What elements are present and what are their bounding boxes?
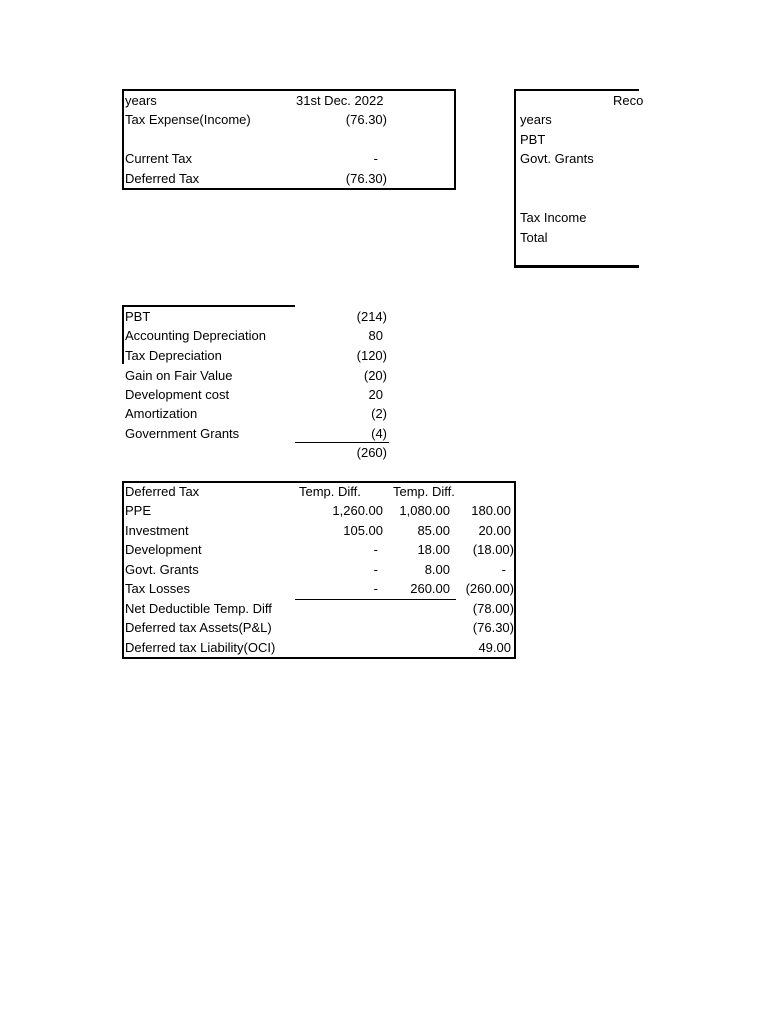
table-cell: 260.00 [410, 581, 450, 596]
year-end-header: 31st Dec. 2022 [296, 93, 384, 108]
table-cell: (260.00) [465, 581, 514, 596]
government-grants-label: Government Grants [125, 426, 240, 441]
reconciliation-title: Reco [613, 93, 644, 108]
recon-tax-income-label: Tax Income [520, 210, 587, 225]
reconciliation-border-bottom [514, 265, 639, 268]
table-cell: 1,080.00 [399, 503, 450, 518]
tax-expense-value: (76.30) [345, 112, 387, 127]
table-cell: 85.00 [417, 523, 450, 538]
current-tax-value: - [373, 151, 378, 166]
table-row-label: Govt. Grants [125, 562, 199, 577]
net-deductible-label: Net Deductible Temp. Diff [125, 601, 272, 616]
deferred-tax-liability-value: 49.00 [478, 640, 511, 655]
temp-diff-header-1: Temp. Diff. [299, 484, 361, 499]
pbt-total-value: (260) [356, 445, 387, 460]
deferred-tax-assets-value: (76.30) [472, 620, 514, 635]
pbt-label: PBT [125, 309, 151, 324]
table-cell: (18.00) [472, 542, 514, 557]
pbt-block-left-border [122, 305, 124, 364]
table-row-label: Tax Losses [125, 581, 191, 596]
recon-years-label: years [520, 112, 552, 127]
table-row-label: Development [125, 542, 202, 557]
table-cell: 1,260.00 [332, 503, 383, 518]
deferred-tax-header: Deferred Tax [125, 484, 200, 499]
table-cell: 8.00 [424, 562, 450, 577]
amortization-label: Amortization [125, 406, 198, 421]
gain-fair-value-label: Gain on Fair Value [125, 368, 233, 383]
table-cell: 20.00 [478, 523, 511, 538]
recon-total-label: Total [520, 230, 548, 245]
temp-diff-header-2: Temp. Diff. [393, 484, 455, 499]
table-cell: - [373, 581, 378, 596]
table-cell: 180.00 [471, 503, 511, 518]
development-cost-label: Development cost [125, 387, 230, 402]
table-cell: - [373, 542, 378, 557]
development-cost-value: 20 [368, 387, 383, 402]
government-grants-value: (4) [371, 426, 387, 441]
tax-depreciation-label: Tax Depreciation [125, 348, 222, 363]
table-cell: 105.00 [343, 523, 383, 538]
tax-expense-label: Tax Expense(Income) [125, 112, 251, 127]
recon-pbt-label: PBT [520, 132, 546, 147]
accounting-depreciation-value: 80 [368, 328, 383, 343]
current-tax-label: Current Tax [125, 151, 192, 166]
amortization-value: (2) [371, 406, 387, 421]
pbt-value: (214) [356, 309, 387, 324]
deferred-tax-value: (76.30) [345, 171, 387, 186]
deferred-tax-label: Deferred Tax [125, 171, 200, 186]
years-label: years [125, 93, 157, 108]
deferred-tax-assets-label: Deferred tax Assets(P&L) [125, 620, 272, 635]
recon-govt-grants-label: Govt. Grants [520, 151, 594, 166]
reconciliation-border-left [514, 89, 516, 268]
accounting-depreciation-label: Accounting Depreciation [125, 328, 266, 343]
tax-depreciation-value: (120) [356, 348, 387, 363]
table-cell: 18.00 [417, 542, 450, 557]
deferred-subtotal-rule [295, 599, 456, 600]
net-deductible-value: (78.00) [472, 601, 514, 616]
gain-fair-value-value: (20) [363, 368, 387, 383]
table-row-label: Investment [125, 523, 189, 538]
table-cell: - [501, 562, 506, 577]
table-cell: - [373, 562, 378, 577]
deferred-tax-liability-label: Deferred tax Liability(OCI) [125, 640, 276, 655]
table-row-label: PPE [125, 503, 152, 518]
